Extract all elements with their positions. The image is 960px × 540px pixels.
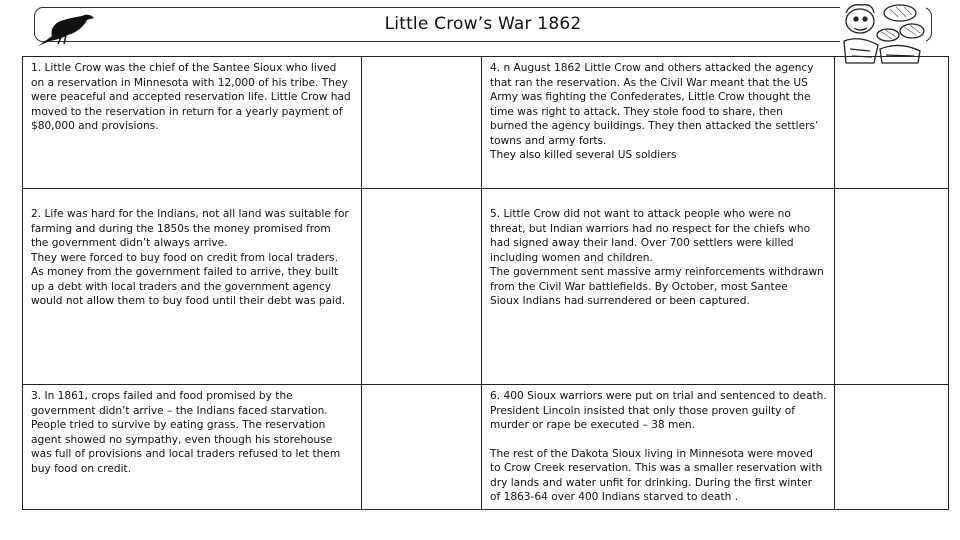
text-cell-1	[23, 57, 362, 189]
empty-cell	[362, 189, 482, 385]
text-cell-6	[482, 385, 835, 510]
content-table	[22, 56, 949, 510]
empty-cell	[835, 189, 949, 385]
empty-cell	[362, 385, 482, 510]
paragraph-4: 4. n August 1862 Little Crow and others attacked the agency that ran the reservation. As the Civil War meant that the US Army was fighting the Confederates, Little Crow thought the time was right to attack. They stole food to share, then burned the agency buildings. They then attacked the settlers’ towns and army forts. They also killed several US soldiers	[490, 62, 819, 161]
paragraph-6b: The rest of the Dakota Sioux living in Minnesota were moved to Crow Creek reservation. This was a smaller reservation with dry lands and water unfit for drinking. During the first winter of 1863-64 over 400 Indians starved to death .	[490, 447, 823, 503]
empty-cell	[835, 385, 949, 510]
title-banner	[34, 7, 932, 42]
crow-silhouette-icon	[34, 8, 98, 48]
page-title: Little Crow’s War 1862	[384, 14, 582, 34]
paragraph-1: 1. Little Crow was the chief of the Santee Sioux who lived on a reservation in Minnesota with 12,000 of his tribe. They were peaceful and accepted reservation life. Little Crow had moved to the reservation in return for a yearly payment of $80,000 and provisions.	[31, 62, 351, 132]
text-cell-3	[23, 385, 362, 510]
text-cell-5	[482, 189, 835, 385]
paragraph-5: 5. Little Crow did not want to attack people who were no threat, but Indian warriors had no respect for the chiefs who had signed away their land. Over 700 settlers were killed including women and children. The government sent massive army reinforcements withdrawn from the Civil War battlefields. By October, most Santee Sioux Indians had surrendered or been captured.	[490, 208, 824, 307]
paragraph-3: 3. In 1861, crops failed and food promised by the government didn’t arrive – the Indians faced starvation. People tried to survive by eating grass. The reservation agent showed no sympathy, even though his storehouse was full of provisions and local traders refused to let them buy food on credit.	[31, 390, 341, 475]
paragraph-2: 2. Life was hard for the Indians, not all land was suitable for farming and during the 1850s the money promised from the government didn’t always arrive. They were forced to buy food on credit from local traders. As money from the government failed to arrive, they built up a debt with local traders and the government agency would not allow them to buy food until their debt was paid.	[31, 208, 349, 307]
empty-cell	[835, 57, 949, 189]
empty-cell	[362, 57, 482, 189]
text-cell-4	[482, 57, 835, 189]
paragraph-6a: 6. 400 Sioux warriors were put on trial and sentenced to death. President Lincoln insisted that only those proven guilty of murder or rape be executed – 38 men.	[490, 390, 827, 431]
text-cell-2	[23, 189, 362, 385]
